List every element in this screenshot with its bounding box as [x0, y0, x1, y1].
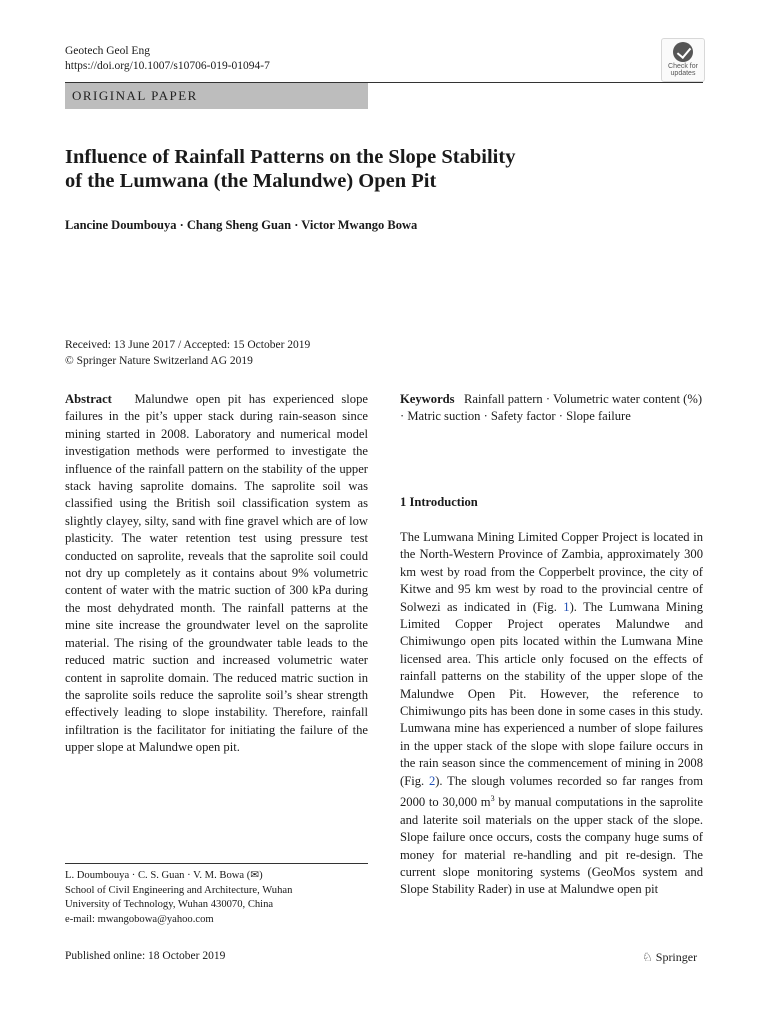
- journal-header: [65, 44, 270, 74]
- journal-name: Geotech Geol Eng: [65, 45, 150, 57]
- superscript-3: 3: [490, 794, 495, 804]
- title-line-2: of the Lumwana (the Malundwe) Open Pit: [65, 170, 437, 192]
- abstract-label: Abstract: [65, 392, 112, 406]
- figure-2-link[interactable]: 2: [428, 773, 436, 788]
- intro-text-3: ). The slough volumes recorded so far ranges from 2000 to 30,000 m: [400, 773, 704, 810]
- abstract-text: Malundwe open pit has experienced slope failures in the pit’s upper stack during rain-season since mining started in 2008. Laboratory and numerical model investigation methods were performed to investigate the influence of the rainfall pattern on the stability of the upper stack having saprolite domains. The saprolite soil was classified using the British soil classification system as slightly clayey, silty, sand with fine gravel which are of low plasticity. The water retention test using pressure test conducted on saprolite, reveals that the saprolite soil could not dry up completely as it contains about 9% volumetric content of water with the matric suction of 300 kPa during the most dehydrated month. The rainfall patterns at the mine site increase the groundwater level on the saprolite material. The rising of the groundwater table leads to the reduced matric suction and increased volumetric water content in saprolite domain. The reduced matric suction in the saprolite soils reduce the saprolite soil’s shear strength effectively leading to slope instability. Therefore, rainfall infiltration is the facilitator for initiating the failure of the upper slope at Malundwe open pit.: [65, 392, 368, 755]
- footnote-divider: [65, 863, 368, 864]
- intro-text-2: ). The Lumwana Mining Limited Copper Project operates Malundwe and Chimiwungo open pits located within the Lumwana Mine licensed area. This article only focused on the effects of rainfall patterns on the stability of the upper slope of the Malundwe Open Pit. However, the reference to Chimiwungo pits has been done in some cases in this study. Lumwana mine has experienced a number of slope failures in the upper stack of the slope with slope failure occurs in the rain season since the commencement of mining in 2008 (Fig.: [400, 599, 703, 788]
- keywords-text: Rainfall pattern · Volumetric water content (%) · Matric suction · Safety factor · Slope failure: [400, 392, 703, 424]
- published-online: Published online: 18 October 2019: [65, 950, 226, 962]
- intro-text-4: by manual computations in the saprolite and laterite soil materials on the upper stack of the slope. Slope failure once occurs, costs the company huge sums of money for material re-handling and pit re-design. The current slope monitoring systems (GeoMos system and Slope Stability Rader) in use at Malundwe open pit: [400, 795, 703, 897]
- received-accepted: Received: 13 June 2017 / Accepted: 15 October 2019: [65, 339, 311, 351]
- introduction-body: [400, 529, 703, 899]
- paper-title: [65, 145, 685, 193]
- figure-1-link[interactable]: 1: [563, 599, 570, 614]
- article-type-label: ORIGINAL PAPER: [72, 88, 198, 103]
- doi-link[interactable]: https://doi.org/10.1007/s10706-019-01094-7: [65, 60, 270, 72]
- abstract: [65, 391, 368, 757]
- footnote-email[interactable]: e-mail: mwangobowa@yahoo.com: [65, 913, 214, 925]
- dates-block: [65, 337, 310, 369]
- section-heading-introduction: 1 Introduction: [400, 495, 478, 509]
- check-updates-label: Check for updates: [668, 63, 698, 77]
- check-icon: [673, 42, 693, 62]
- check-for-updates-badge[interactable]: [661, 38, 705, 82]
- title-line-1: Influence of Rainfall Patterns on the Slope Stability: [65, 146, 516, 168]
- article-type-banner: [65, 83, 368, 109]
- author-footnote: [65, 869, 368, 927]
- footnote-affiliation-1: School of Civil Engineering and Architecture, Wuhan: [65, 884, 293, 896]
- publisher-logo: [642, 950, 697, 965]
- keywords: [400, 391, 703, 426]
- springer-horse-icon: ♘: [642, 950, 653, 964]
- copyright: © Springer Nature Switzerland AG 2019: [65, 355, 253, 367]
- footnote-names: L. Doumbouya · C. S. Guan · V. M. Bowa (✉): [65, 870, 263, 881]
- author-list: Lancine Doumbouya · Chang Sheng Guan · Victor Mwango Bowa: [65, 218, 418, 232]
- footnote-affiliation-2: University of Technology, Wuhan 430070, China: [65, 899, 274, 911]
- publisher-name: Springer: [655, 950, 698, 964]
- intro-text-1: The Lumwana Mining Limited Copper Project is located in the North-Western Province of Zambia, approximately 300 km west by road from the Copperbelt province, the city of Kitwe and 95 km west by road to the provincial centre of Solwezi as indicated in (Fig.: [400, 530, 703, 614]
- keywords-label: Keywords: [400, 392, 455, 406]
